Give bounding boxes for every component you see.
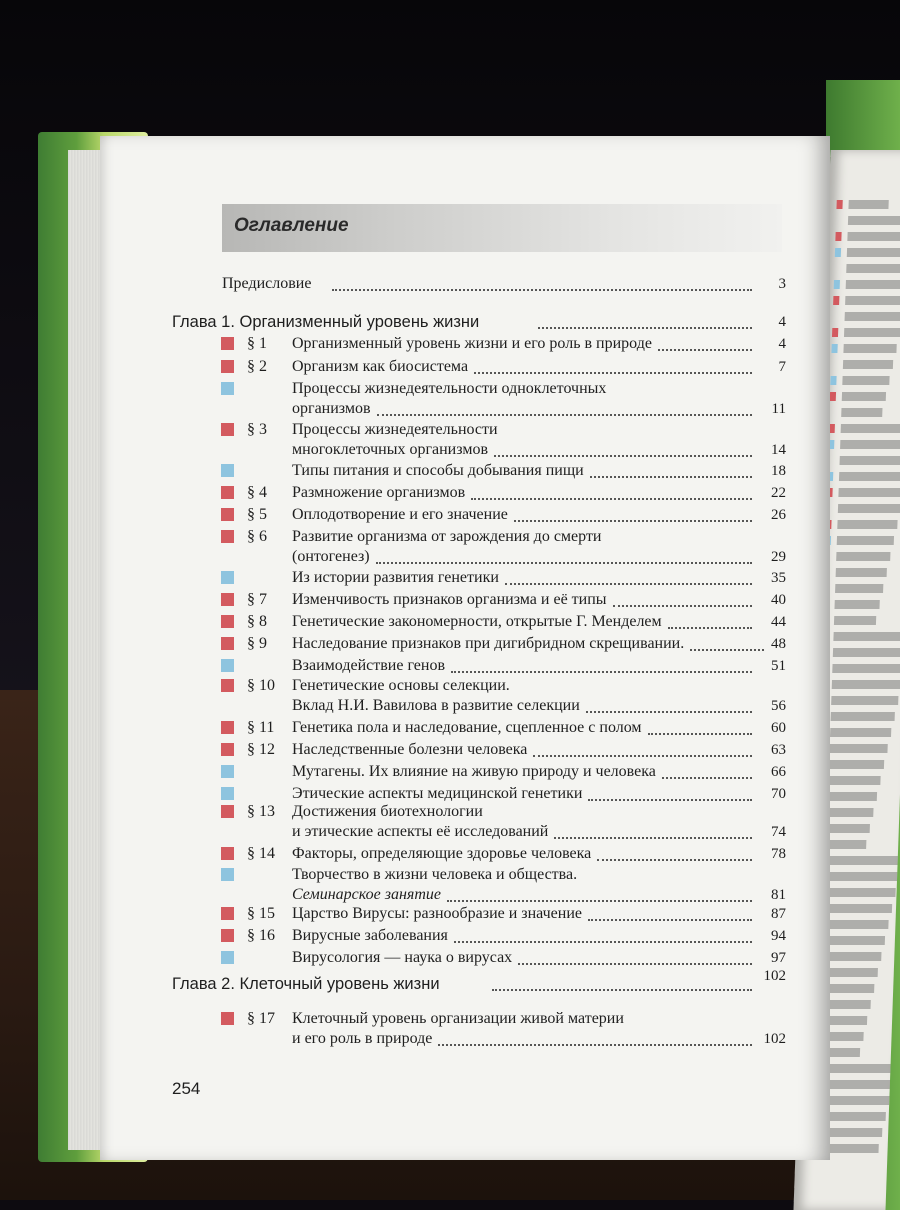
toc-entry-title: Наследование признаков при дигибридном скрещивании. bbox=[292, 635, 685, 652]
toc-entry-row[interactable] bbox=[100, 865, 830, 905]
toc-entry-page: 26 bbox=[771, 507, 786, 523]
blurred-text-line bbox=[825, 872, 899, 881]
blurred-text-line bbox=[828, 776, 880, 785]
blurred-text-line bbox=[844, 328, 900, 337]
leader-dots bbox=[438, 1044, 752, 1046]
toc-entry-row[interactable] bbox=[100, 357, 830, 377]
leader-dots bbox=[471, 498, 752, 500]
toc-entry-row[interactable] bbox=[100, 612, 830, 632]
toc-entry-row[interactable] bbox=[100, 634, 830, 654]
leader-dots bbox=[447, 900, 752, 902]
marker-square bbox=[831, 344, 837, 353]
toc-preface-label: Предисловие bbox=[222, 275, 312, 292]
red-marker-square bbox=[221, 530, 234, 543]
toc-entry-row[interactable] bbox=[100, 676, 830, 716]
toc-entry-page: 48 bbox=[771, 636, 786, 652]
leader-dots bbox=[690, 649, 764, 651]
toc-entry-page: 56 bbox=[771, 698, 786, 714]
toc-entry-page: 4 bbox=[778, 336, 786, 352]
toc-entry-row[interactable] bbox=[100, 718, 830, 738]
blurred-text-line bbox=[827, 808, 873, 817]
toc-entry-row[interactable] bbox=[100, 420, 830, 460]
leader-dots bbox=[514, 520, 752, 522]
toc-entry-row[interactable] bbox=[100, 926, 830, 946]
red-marker-square bbox=[221, 805, 234, 818]
leader-dots bbox=[588, 799, 752, 801]
blurred-text-line bbox=[829, 744, 887, 753]
blurred-text-line bbox=[841, 408, 882, 417]
section-number: § 2 bbox=[247, 358, 267, 375]
blurred-text-line bbox=[831, 712, 895, 721]
toc-entry-page: 78 bbox=[771, 846, 786, 862]
section-number: § 5 bbox=[247, 506, 267, 523]
toc-entry-page: 11 bbox=[771, 401, 786, 417]
marker-square bbox=[835, 232, 841, 241]
toc-entry-row[interactable] bbox=[100, 844, 830, 864]
marker-square bbox=[834, 280, 840, 289]
red-marker-square bbox=[221, 907, 234, 920]
toc-entry-page: 40 bbox=[771, 592, 786, 608]
heading-bar bbox=[222, 204, 782, 252]
toc-entry-title: Наследственные болезни человека bbox=[292, 741, 528, 758]
toc-entry-title: Из истории развития генетики bbox=[292, 569, 499, 586]
red-marker-square bbox=[221, 337, 234, 350]
toc-entry-title: организмов bbox=[292, 400, 371, 417]
toc-entry-title: Вирусные заболевания bbox=[292, 927, 448, 944]
toc-entry-title: Вирусология — наука о вирусах bbox=[292, 949, 513, 966]
toc-entry-row[interactable] bbox=[100, 762, 830, 782]
leader-dots bbox=[658, 349, 752, 351]
blurred-text-line bbox=[823, 936, 885, 945]
red-marker-square bbox=[221, 593, 234, 606]
blue-marker-square bbox=[221, 787, 234, 800]
leader-dots bbox=[376, 562, 752, 564]
toc-entry-title: Генетика пола и наследование, сцепленное с полом bbox=[292, 719, 642, 736]
toc-entry-page: 102 bbox=[763, 1031, 786, 1047]
section-number: § 13 bbox=[247, 803, 275, 820]
section-number: § 17 bbox=[247, 1010, 275, 1027]
blurred-text-line bbox=[840, 440, 900, 449]
blurred-text-line bbox=[848, 216, 900, 225]
leader-dots bbox=[662, 777, 752, 779]
toc-entry-row[interactable] bbox=[100, 656, 830, 676]
leader-dots bbox=[648, 733, 752, 735]
toc-entry-title: Мутагены. Их влияние на живую природу и человека bbox=[292, 763, 656, 780]
toc-entry-title: Вклад Н.И. Вавилова в развитие селекции bbox=[292, 697, 580, 714]
page-number: 254 bbox=[172, 1079, 201, 1098]
section-number: § 10 bbox=[247, 677, 275, 694]
section-number: § 8 bbox=[247, 613, 267, 630]
section-number: § 1 bbox=[247, 335, 267, 352]
toc-entry-page: 94 bbox=[771, 928, 786, 944]
leader-dots bbox=[377, 414, 752, 416]
toc-chapter2-page: 102 bbox=[763, 968, 786, 984]
blurred-text-line bbox=[848, 200, 888, 209]
red-marker-square bbox=[221, 360, 234, 373]
blurred-text-line bbox=[831, 696, 898, 705]
blurred-text-line bbox=[834, 600, 879, 609]
blurred-text-line bbox=[824, 888, 895, 897]
blue-marker-square bbox=[221, 464, 234, 477]
section-number: § 15 bbox=[247, 905, 275, 922]
toc-chapter1-label: Глава 1. Организменный уровень жизни bbox=[172, 313, 480, 331]
blurred-text-line bbox=[838, 488, 900, 497]
section-number: § 16 bbox=[247, 927, 275, 944]
toc-entry-row[interactable] bbox=[100, 740, 830, 760]
blurred-text-line bbox=[834, 616, 876, 625]
leader-dots bbox=[554, 837, 752, 839]
leader-dots bbox=[474, 372, 752, 374]
leader-dots bbox=[451, 671, 752, 673]
toc-chapter1-row[interactable] bbox=[100, 312, 830, 332]
blurred-text-line bbox=[828, 792, 877, 801]
leader-dots bbox=[454, 941, 752, 943]
toc-entry-page: 22 bbox=[771, 485, 786, 501]
red-marker-square bbox=[221, 423, 234, 436]
toc-entry-title: и этические аспекты её исследований bbox=[292, 823, 549, 840]
toc-entry-title: Размножение организмов bbox=[292, 484, 466, 501]
toc-entry-page: 35 bbox=[771, 570, 786, 586]
toc-entry-page: 74 bbox=[771, 824, 786, 840]
blue-marker-square bbox=[221, 382, 234, 395]
blurred-text-line bbox=[847, 248, 900, 257]
toc-entry-page: 63 bbox=[771, 742, 786, 758]
red-marker-square bbox=[221, 679, 234, 692]
leader-dots bbox=[494, 455, 752, 457]
blurred-text-line bbox=[822, 952, 881, 961]
toc-chapter2-label: Глава 2. Клеточный уровень жизни bbox=[172, 975, 440, 993]
section-number: § 14 bbox=[247, 845, 275, 862]
blurred-text-line bbox=[837, 536, 894, 545]
blurred-text-line bbox=[847, 232, 900, 241]
toc-entry-page: 70 bbox=[771, 786, 786, 802]
blurred-text-line bbox=[846, 280, 900, 289]
leader-dots bbox=[505, 583, 752, 585]
toc-entry-row[interactable] bbox=[100, 568, 830, 588]
blurred-text-line bbox=[822, 968, 878, 977]
red-marker-square bbox=[221, 486, 234, 499]
toc-entry-page: 7 bbox=[778, 359, 786, 375]
section-number: § 4 bbox=[247, 484, 267, 501]
toc-entry-title: Клеточный уровень организации живой материи bbox=[292, 1010, 624, 1027]
toc-entry-row[interactable] bbox=[100, 379, 830, 419]
toc-entry-title: Взаимодействие генов bbox=[292, 657, 446, 674]
toc-entry-title: (онтогенез) bbox=[292, 548, 370, 565]
toc-entry-page: 18 bbox=[771, 463, 786, 479]
toc-entry-row[interactable] bbox=[100, 1009, 830, 1049]
blurred-text-line bbox=[846, 264, 900, 273]
toc-entry-row[interactable] bbox=[100, 802, 830, 842]
leader-dots bbox=[586, 711, 752, 713]
marker-square bbox=[830, 376, 836, 385]
blue-marker-square bbox=[221, 868, 234, 881]
leader-dots bbox=[538, 327, 752, 329]
toc-entry-title: Факторы, определяющие здоровье человека bbox=[292, 845, 592, 862]
blue-marker-square bbox=[221, 659, 234, 672]
toc-entry-row[interactable] bbox=[100, 784, 830, 804]
blurred-text-line bbox=[842, 392, 886, 401]
blurred-text-line bbox=[845, 312, 900, 321]
blurred-text-line bbox=[842, 376, 889, 385]
blurred-text-line bbox=[840, 456, 900, 465]
section-number: § 9 bbox=[247, 635, 267, 652]
toc-page bbox=[100, 136, 830, 1160]
blurred-text-line bbox=[826, 856, 900, 865]
toc-entry-title: Генетические закономерности, открытые Г. Менделем bbox=[292, 613, 662, 630]
blue-marker-square bbox=[221, 571, 234, 584]
blue-marker-square bbox=[221, 951, 234, 964]
red-marker-square bbox=[221, 508, 234, 521]
marker-square bbox=[832, 328, 838, 337]
blurred-text-line bbox=[829, 760, 884, 769]
leader-dots bbox=[518, 963, 752, 965]
toc-entry-page: 97 bbox=[771, 950, 786, 966]
red-marker-square bbox=[221, 743, 234, 756]
blurred-text-line bbox=[830, 728, 891, 737]
blurred-text-line bbox=[835, 584, 883, 593]
toc-entry-page: 66 bbox=[771, 764, 786, 780]
red-marker-square bbox=[221, 637, 234, 650]
blurred-text-line bbox=[823, 920, 888, 929]
toc-entry-title: Типы питания и способы добывания пищи bbox=[292, 462, 584, 479]
blurred-text-line bbox=[832, 680, 900, 689]
blurred-text-line bbox=[838, 504, 900, 513]
toc-chapter1-page: 4 bbox=[778, 314, 786, 330]
red-marker-square bbox=[221, 615, 234, 628]
toc-entry-title: Процессы жизнедеятельности bbox=[292, 421, 498, 438]
toc-entry-row[interactable] bbox=[100, 904, 830, 924]
toc-entry-row[interactable] bbox=[100, 590, 830, 610]
blurred-text-line bbox=[832, 664, 900, 673]
section-number: § 3 bbox=[247, 421, 267, 438]
marker-square bbox=[833, 296, 839, 305]
toc-entry-title: Организменный уровень жизни и его роль в природе bbox=[292, 335, 652, 352]
blurred-text-line bbox=[826, 840, 866, 849]
blurred-text-line bbox=[845, 296, 900, 305]
toc-entry-page: 14 bbox=[771, 442, 786, 458]
blurred-text-line bbox=[837, 520, 897, 529]
toc-entry-row[interactable] bbox=[100, 948, 830, 968]
blue-marker-square bbox=[221, 765, 234, 778]
blurred-text-line bbox=[843, 360, 893, 369]
leader-dots bbox=[588, 919, 752, 921]
toc-entry-page: 29 bbox=[771, 549, 786, 565]
toc-entry-page: 60 bbox=[771, 720, 786, 736]
leader-dots bbox=[668, 627, 752, 629]
blurred-text-line bbox=[818, 1064, 896, 1073]
leader-dots bbox=[332, 289, 752, 291]
toc-entry-page: 81 bbox=[771, 887, 786, 903]
section-number: § 6 bbox=[247, 528, 267, 545]
toc-entry-title: Достижения биотехнологии bbox=[292, 803, 483, 820]
blurred-text-line bbox=[836, 568, 887, 577]
toc-entry-row[interactable] bbox=[100, 527, 830, 567]
leader-dots bbox=[613, 605, 752, 607]
toc-entry-title: Этические аспекты медицинской генетики bbox=[292, 785, 583, 802]
red-marker-square bbox=[221, 929, 234, 942]
toc-entry-title: Организм как биосистема bbox=[292, 358, 469, 375]
toc-entry-title: Генетические основы селекции. bbox=[292, 677, 510, 694]
toc-entry-row[interactable] bbox=[100, 483, 830, 503]
blurred-text-line bbox=[833, 648, 900, 657]
red-marker-square bbox=[221, 847, 234, 860]
marker-square bbox=[835, 248, 841, 257]
toc-entry-title: Творчество в жизни человека и общества. bbox=[292, 866, 578, 883]
marker-square bbox=[830, 392, 836, 401]
toc-preface-page: 3 bbox=[778, 276, 786, 292]
blurred-text-line bbox=[824, 904, 892, 913]
toc-entry-row[interactable] bbox=[100, 334, 830, 354]
toc-chapter2-row[interactable] bbox=[100, 968, 830, 994]
section-number: § 7 bbox=[247, 591, 267, 608]
blurred-text-line bbox=[839, 472, 900, 481]
toc-entry-title: Процессы жизнедеятельности одноклеточных bbox=[292, 380, 607, 397]
red-marker-square bbox=[221, 721, 234, 734]
toc-entry-page: 87 bbox=[771, 906, 786, 922]
leader-dots bbox=[597, 859, 752, 861]
blurred-text-line bbox=[843, 344, 896, 353]
toc-entry-title: Изменчивость признаков организма и её типы bbox=[292, 591, 607, 608]
red-marker-square bbox=[221, 1012, 234, 1025]
blurred-text-line bbox=[841, 424, 900, 433]
leader-dots bbox=[492, 989, 752, 991]
blurred-text-line bbox=[827, 824, 870, 833]
toc-entry-page: 44 bbox=[771, 614, 786, 630]
section-number: § 12 bbox=[247, 741, 275, 758]
toc-entry-row[interactable] bbox=[100, 505, 830, 525]
leader-dots bbox=[590, 476, 752, 478]
blurred-text-line bbox=[836, 552, 890, 561]
toc-heading: Оглавление bbox=[234, 215, 349, 236]
toc-entry-title: Семинарское занятие bbox=[292, 886, 441, 903]
leader-dots bbox=[533, 755, 752, 757]
toc-entry-page: 51 bbox=[771, 658, 786, 674]
blurred-text-line bbox=[833, 632, 900, 641]
toc-entry-title: Царство Вирусы: разнообразие и значение bbox=[292, 905, 583, 922]
marker-square bbox=[836, 200, 842, 209]
toc-preface-row[interactable] bbox=[100, 274, 830, 294]
toc-entry-title: и его роль в природе bbox=[292, 1030, 433, 1047]
section-number: § 11 bbox=[247, 719, 275, 736]
toc-entry-title: Развитие организма от зарождения до смерти bbox=[292, 528, 602, 545]
toc-entry-row[interactable] bbox=[100, 461, 830, 481]
toc-entry-title: многоклеточных организмов bbox=[292, 441, 488, 458]
toc-entry-title: Оплодотворение и его значение bbox=[292, 506, 508, 523]
